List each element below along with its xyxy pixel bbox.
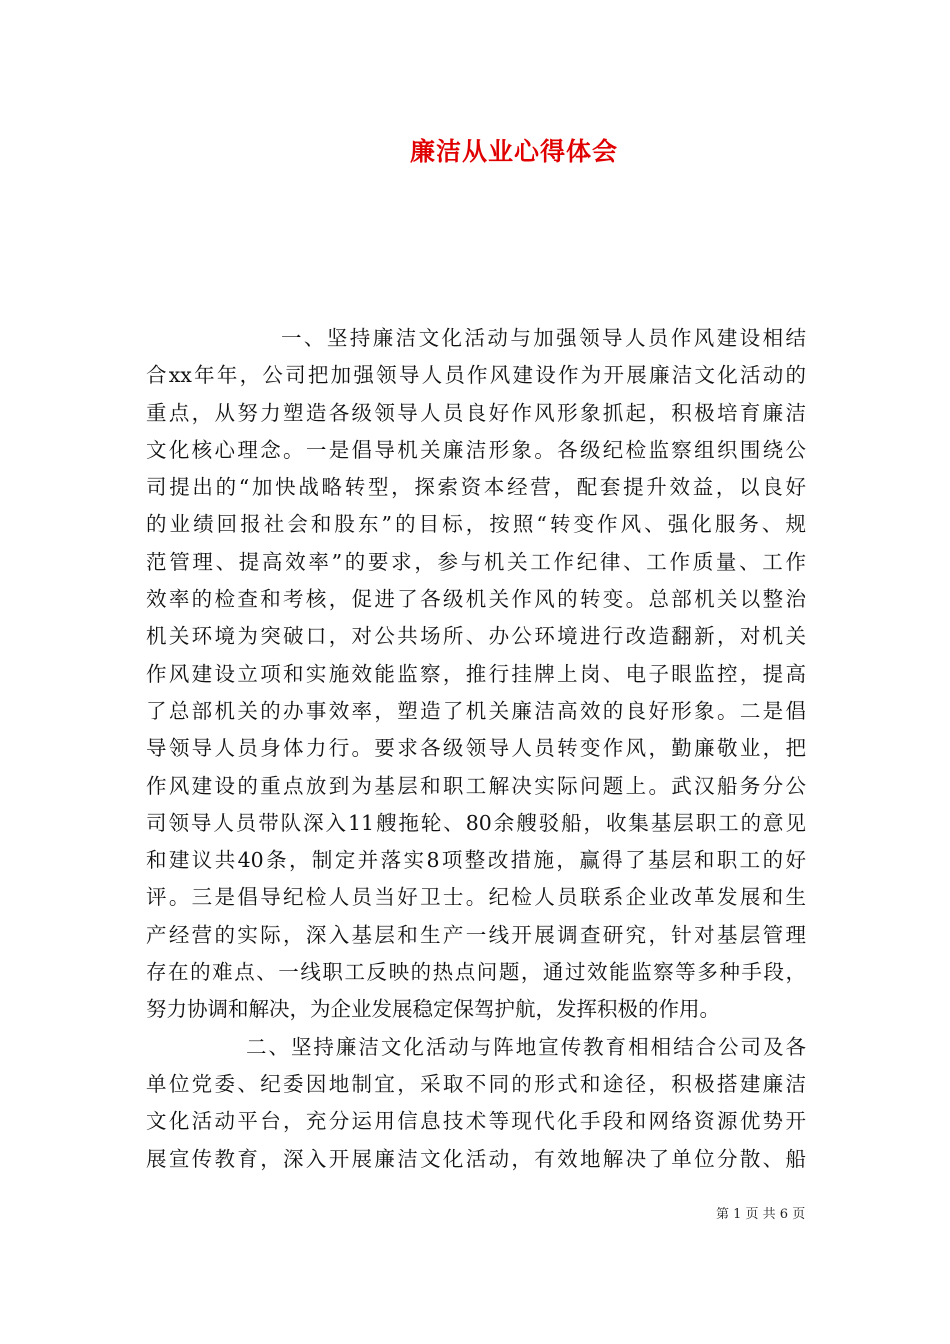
text-line: 司提出的“加快战略转型，探索资本经营，配套提升效益，以良好 [146,475,806,500]
text-line: 和建议共40条，制定并落实8项整改措施，赢得了基层和职工的好 [146,848,806,873]
text-line: 作风建设立项和实施效能监察，推行挂牌上岗、电子眼监控，提高 [146,661,806,686]
text-line: 存在的难点、一线职工反映的热点问题，通过效能监察等多种手段， [146,960,806,985]
text-line: 作风建设的重点放到为基层和职工解决实际问题上。武汉船务分公 [146,773,806,798]
text-line: 司领导人员带队深入11艘拖轮、80余艘驳船，收集基层职工的意见 [146,810,806,835]
text-line: 合xx年年，公司把加强领导人员作风建设作为开展廉洁文化活动的 [146,363,806,388]
text-line: 评。三是倡导纪检人员当好卫士。纪检人员联系企业改革发展和生 [146,885,806,910]
text-line: 的业绩回报社会和股东”的目标，按照“转变作风、强化服务、规 [146,512,806,537]
document-body [146,320,806,1178]
text-line: 了总部机关的办事效率，塑造了机关廉洁高效的良好形象。二是倡 [146,698,806,723]
text-line: 展宣传教育，深入开展廉洁文化活动，有效地解决了单位分散、船 [146,1146,806,1171]
text-line: 一、坚持廉洁文化活动与加强领导人员作风建设相结 [281,326,806,350]
text-line: 效率的检查和考核，促进了各级机关作风的转变。总部机关以整治 [146,587,806,612]
page-footer: 第 1 页 共 6 页 [716,1207,806,1222]
document-title: 廉洁从业心得体会 [409,137,618,166]
text-line: 文化核心理念。一是倡导机关廉洁形象。各级纪检监察组织围绕公 [146,437,806,462]
text-line: 产经营的实际，深入基层和生产一线开展调查研究，针对基层管理 [146,922,806,947]
text-line: 机关环境为突破口，对公共场所、办公环境进行改造翻新，对机关 [146,624,806,649]
text-line: 重点，从努力塑造各级领导人员良好作风形象抓起，积极培育廉洁 [146,400,806,425]
text-line: 单位党委、纪委因地制宜，采取不同的形式和途径，积极搭建廉洁 [146,1071,806,1096]
text-line: 文化活动平台，充分运用信息技术等现代化手段和网络资源优势开 [146,1109,806,1134]
text-line: 二、坚持廉洁文化活动与阵地宣传教育相相结合公司及各 [246,1034,806,1059]
text-line: 导领导人员身体力行。要求各级领导人员转变作风，勤廉敬业，把 [146,736,806,761]
text-line: 范管理、提高效率”的要求，参与机关工作纪律、工作质量、工作 [146,549,806,574]
text-line: 努力协调和解决，为企业发展稳定保驾护航，发挥积极的作用。 [146,997,720,1022]
